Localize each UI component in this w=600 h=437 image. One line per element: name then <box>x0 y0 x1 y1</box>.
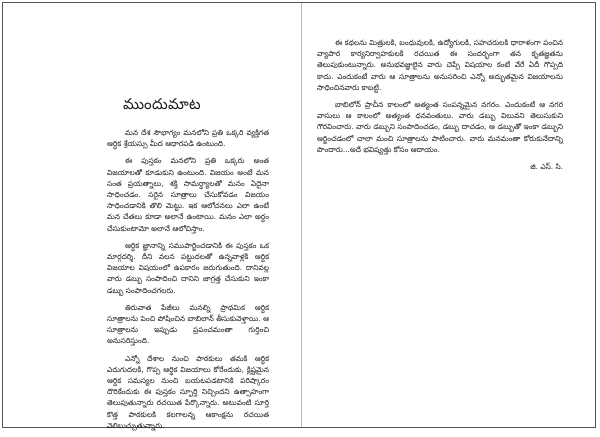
paragraph: మన దేశ సౌభాగ్యం మనలోని ప్రతి ఒక్కరి వ్యక్తిగత ఆర్థిక శ్రేయస్సు మీద ఆధారపడి ఉంటుంది. <box>107 128 269 149</box>
left-page-body <box>107 127 269 437</box>
page-gutter <box>301 3 302 427</box>
paragraph: తిరువాత పేజీలు మనల్ని ప్రాథమిక ఆర్థిక సూత్రాలను పెంచి పోషించిన బాబిలాన్ తీసుకువెళ్తాయి. ఆ సూత్రాలను ఇప్పుడు ప్రపంచమంతా గుర్తించి అనుసరిస్తుంది. <box>107 302 269 346</box>
paragraph: ఎన్నో దేశాల నుంచి పాఠకులు తమకి ఆర్థిక ఎదుగుదలకి, గొప్ప ఆర్థిక విజయాలు కోరేందుకు, క్లిష్టమైన ఆర్థిక సమస్యల నుంచి బయటపడటానికి పరిష్కారం దొరికేందుకు ఈ పుస్తకం స్ఫూర్తి నిచ్చిందని ఉత్సాహంగా తెలుపుతున్నారు రచయిత పేర్కొన్నారు. అటువంటి సూర్తి కొత్త పాఠకులకి కలగాలన్న ఆకాంక్షను రచయిత వెలిబుచ్చుతున్నారు. <box>107 353 269 430</box>
paragraph: ఈ కథలను మిత్రులకి, బంధువులకి, ఉద్యోగులకి, సహచరులకి ధారాళంగా పంచిన వ్యాపార కార్యనిర్వాహకులకి రచయిత ఈ సందర్భంగా తన కృతజ్ఞతను తెలుపుకుంటున్నారు. అనుభవజ్ఞులైన వారు చెప్పే విషయాల కంటే వేరే ఏదీ గొప్పది కాదు. ఎందుకంటే వారు ఆ సూత్రాలను అనుసరించి ఎన్నో అద్భుతమైన విజయాలను సాధించినవారు కాబట్టి. <box>317 38 563 92</box>
paragraph: బాబిలోన్ ప్రాచీన కాలంలో అత్యంత సంపన్నమైన నగరం. ఎందుకంటే ఆ నగర వాసులు ఆ కాలంలో అత్యంత ధనవంతులు. వారు డబ్బు విలువని తెలుసుకుని గౌరవించారు. వారు డబ్బుని సంపాదించడం, డబ్బు దాచడం, ఆ డబ్బుతో ఇంకా డబ్బుని ఆర్జించడంలో చాలా మంచి సూత్రాలను పాటించారు. వారు మనమంతా కోరుకునేదాన్ని పొందారు...అదే భవిష్యత్తు కోసం ఆదాయం. <box>317 100 563 154</box>
page-title: ముందుమాట <box>123 95 201 113</box>
book-spread <box>2 2 596 428</box>
paragraph: ఈ పుస్తకం మనలోని ప్రతి ఒక్కరు అంత విజయాలతో కూడుకుని ఉంటుంది. విజయం అంటే మన సంత ప్రయత్నాలు, శక్తి సామర్థ్యాలతో మనం ఏదైనా సాధించడం. సరైన సూత్రాలు చేసుకోవడం విజయం సాధించడానికి తొలి మెట్టు. ఇక ఆలోచనలు ఎలా ఉంటే మన చేతలు కూడా అలానే ఉంటాయి. మనం ఎలా అర్థం చేసుకుంటామో అలానే ఆలోచిస్తాం. <box>107 156 269 233</box>
author-signature: జి. ఎస్. సి. <box>530 162 563 172</box>
paragraph: ఆర్థిక జ్ఞానాన్ని సముపార్జించడానికి ఈ పుస్తకం ఒక మార్గదర్శి. దీని వలన పట్టుదలతో ఉన్నవాళ్లకి ఆర్థిక విజయాల విషయంలో ఉపకారం జరుగుతుంది. దానివల్ల వారు డబ్బు సంపాదించి దానిని జాగ్రత్త చేసుకుని ఇంకా డబ్బు సంపాదించగలరు. <box>107 240 269 295</box>
right-page-body <box>317 37 563 172</box>
